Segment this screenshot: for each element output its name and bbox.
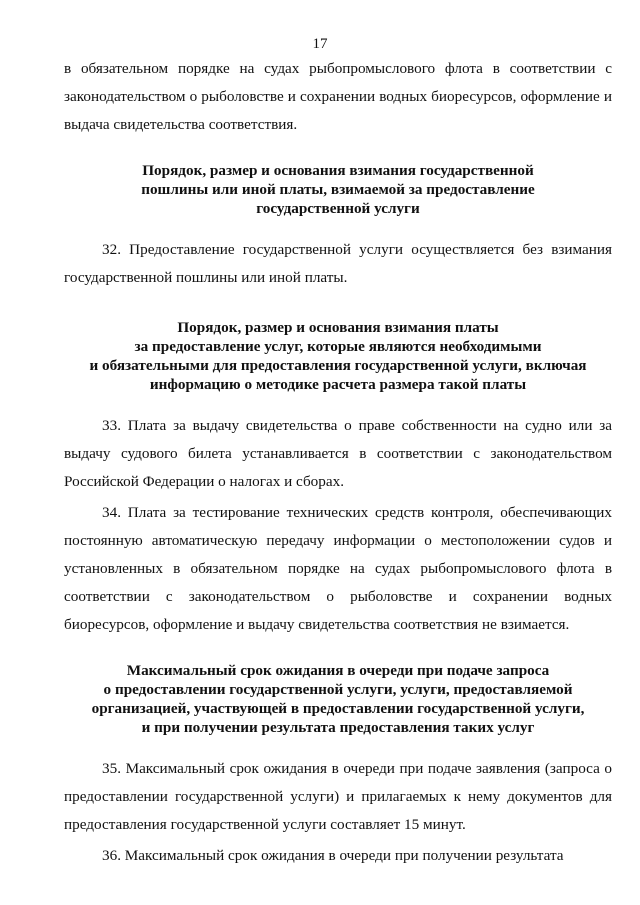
heading-line: государственной услуги xyxy=(256,200,420,217)
heading-line: и обязательными для предоставления государственной услуги, включая xyxy=(89,357,587,374)
heading-line: Максимальный срок ожидания в очереди при подаче запроса xyxy=(126,662,550,679)
section-heading-queue-time xyxy=(64,661,612,737)
paragraph-32: 32. Предоставление государственной услуги осуществляется без взимания государственной пошлины или иной платы. xyxy=(64,241,612,286)
heading-line: за предоставление услуг, которые являются необходимыми xyxy=(134,338,542,355)
heading-line: о предоставлении государственной услуги, услуги, предоставляемой xyxy=(103,681,573,698)
heading-line: пошлины или иной платы, взимаемой за предоставление xyxy=(141,181,535,198)
heading-line: организацией, участвующей в предоставлении государственной услуги, xyxy=(91,700,585,717)
heading-line: информацию о методике расчета размера такой платы xyxy=(149,376,527,393)
paragraph-intro: в обязательном порядке на судах рыбопромыслового флота в соответствии с законодательством о рыболовстве и сохранении водных биоресурсов, оформление и выдача свидетельства соответствия. xyxy=(64,60,612,133)
paragraph-33: 33. Плата за выдачу свидетельства о праве собственности на судно или за выдачу судового билета устанавливается в соответствии с законодательством Российской Федерации о налогах и сборах. xyxy=(64,417,612,490)
section-heading-service-fee xyxy=(64,318,612,394)
page-number: 17 xyxy=(312,36,328,52)
heading-line: Порядок, размер и основания взимания государственной xyxy=(142,162,534,179)
heading-line: и при получении результата предоставления таких услуг xyxy=(141,719,535,736)
paragraph-35: 35. Максимальный срок ожидания в очереди при подаче заявления (запроса о предоставлении государственной услуги) и прилагаемых к нему документов для предоставления государственной услуги составляет 15 минут. xyxy=(64,760,612,833)
document-body xyxy=(64,55,612,870)
paragraph-36: 36. Максимальный срок ожидания в очереди при получении результата xyxy=(102,847,564,864)
heading-line: Порядок, размер и основания взимания платы xyxy=(177,319,499,336)
section-heading-state-fee xyxy=(64,161,612,218)
paragraph-34: 34. Плата за тестирование технических средств контроля, обеспечивающих постоянную автоматическую передачу информации о местоположении судов и установленных в обязательном порядке на судах рыбопромыслового флота в соответствии с законодательством о рыболовстве и сохранении водных биоресурсов, оформление и выдачу свидетельства соответствия не взимается. xyxy=(64,504,612,633)
